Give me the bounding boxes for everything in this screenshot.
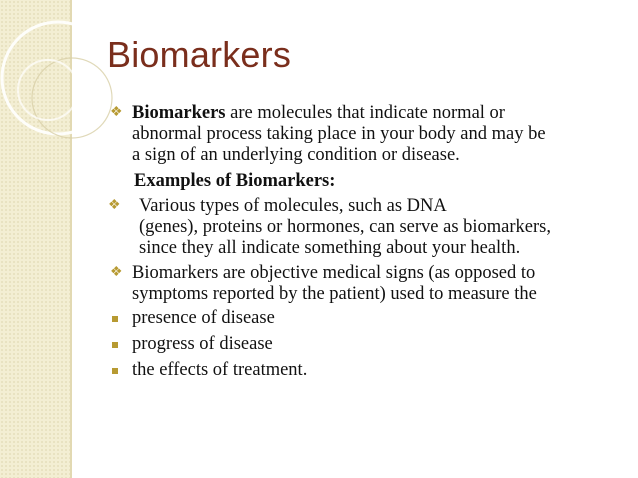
slide-title: Biomarkers <box>107 34 292 75</box>
bullet2-line1: Various types of molecules, such as DNA <box>139 196 447 216</box>
diamond-bullet-icon: ❖ <box>108 198 121 213</box>
bullet1-line1-text: are molecules that indicate normal or <box>225 103 505 123</box>
square-bullet-icon <box>112 342 118 348</box>
bullet1-line3: a sign of an underlying condition or disease. <box>132 145 460 165</box>
bullet1-line1 <box>132 103 505 124</box>
diamond-bullet-icon: ❖ <box>110 265 123 280</box>
bullet2-line3: since they all indicate something about your health. <box>139 238 521 258</box>
square-bullet-icon <box>112 368 118 374</box>
square-bullet-icon <box>112 316 118 322</box>
diamond-bullet-icon: ❖ <box>110 105 123 120</box>
sub-bullet-item: the effects of treatment. <box>132 360 308 380</box>
bullet2-line2: (genes), proteins or hormones, can serve as biomarkers, <box>139 217 552 237</box>
sub-bullet-item: presence of disease <box>132 308 275 328</box>
sub-bullet-item: progress of disease <box>132 334 273 354</box>
bullet1-bold-term: Biomarkers <box>132 103 226 123</box>
bullet3-line1: Biomarkers are objective medical signs (as opposed to <box>132 263 536 283</box>
examples-heading: Examples of Biomarkers: <box>134 171 336 191</box>
bullet1-line2: abnormal process taking place in your body and may be <box>132 124 546 144</box>
bullet3-line2: symptoms reported by the patient) used to measure the <box>132 284 537 304</box>
